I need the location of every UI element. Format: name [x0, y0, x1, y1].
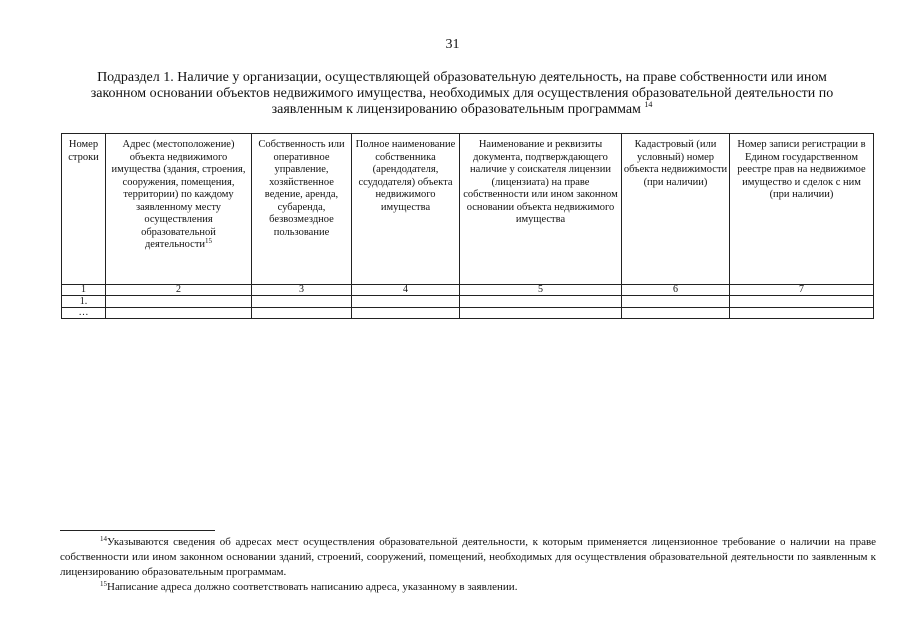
footnote-14: [60, 535, 876, 580]
table-row: [62, 296, 874, 308]
header-document: Наименование и реквизиты документа, подтверждающего наличие у соискателя лицензии (лицензиата) на праве собственности или ином законном основании объекта недвижимого имущества: [460, 134, 622, 285]
table-cell: [352, 308, 460, 319]
column-number: 2: [106, 285, 252, 296]
title-footnote-ref: 14: [644, 100, 653, 109]
footnote-number: 15: [100, 580, 107, 588]
section-title: [72, 70, 852, 118]
section-title-text: Подраздел 1. Наличие у организации, осуществляющей образовательную деятельность, на праве собственности или ином законном основании объектов недвижимого имущества, необходимых для осуществления образовательной деятельности по заявленным к лицензированию образовательным программам: [90, 70, 834, 117]
column-number: 3: [252, 285, 352, 296]
header-owner-name: Полное наименование собственника (арендодателя, ссудодателя) объекта недвижимого имущества: [352, 134, 460, 285]
footnote-15: [60, 580, 876, 595]
column-number-row: [62, 285, 874, 296]
table-cell: [622, 308, 730, 319]
footnotes: [60, 535, 876, 595]
header-row: [62, 134, 874, 285]
header-address: [106, 134, 252, 285]
footnote-number: 14: [100, 535, 107, 543]
table-cell: [252, 308, 352, 319]
table-cell: [352, 296, 460, 308]
column-number: 7: [730, 285, 874, 296]
header-registry-record: Номер записи регистрации в Едином государственном реестре прав на недвижимое имущество и сделок с ним (при наличии): [730, 134, 874, 285]
table-cell: [730, 308, 874, 319]
footnote-divider: [60, 530, 215, 531]
header-cadastral-number: Кадастровый (или условный) номер объекта недвижимости (при наличии): [622, 134, 730, 285]
table-cell: 1.: [62, 296, 106, 308]
column-number: 1: [62, 285, 106, 296]
header-address-text: Адрес (местоположение) объекта недвижимого имущества (здания, строения, сооружения, помещения, территории) по каждому заявленному месту осуществления образовательной деятельности: [111, 139, 246, 250]
table-cell: …: [62, 308, 106, 319]
table-cell: [730, 296, 874, 308]
column-number: 5: [460, 285, 622, 296]
column-number: 6: [622, 285, 730, 296]
real-estate-table: [61, 133, 874, 319]
table-cell: [460, 296, 622, 308]
column-number: 4: [352, 285, 460, 296]
table-cell: [460, 308, 622, 319]
header-address-footnote-ref: 15: [205, 237, 213, 245]
page-number: 31: [445, 37, 460, 52]
table-cell: [106, 296, 252, 308]
table-row: [62, 308, 874, 319]
header-ownership: Собственность или оперативное управление, хозяйственное ведение, аренда, субаренда, безвозмездное пользование: [252, 134, 352, 285]
footnote-text: Написание адреса должно соответствовать написанию адреса, указанному в заявлении.: [107, 581, 518, 593]
footnote-text: Указываются сведения об адресах мест осуществления образовательной деятельности, к которым применяется лицензионное требование о наличии на праве собственности или ином законном основании зданий, строений, сооружений, помещений, необходимых для осуществления образовательной деятельности по заявленным к лицензированию образовательным программам.: [60, 536, 876, 578]
header-row-number: Номер строки: [62, 134, 106, 285]
table-cell: [252, 296, 352, 308]
table-cell: [622, 296, 730, 308]
table-cell: [106, 308, 252, 319]
